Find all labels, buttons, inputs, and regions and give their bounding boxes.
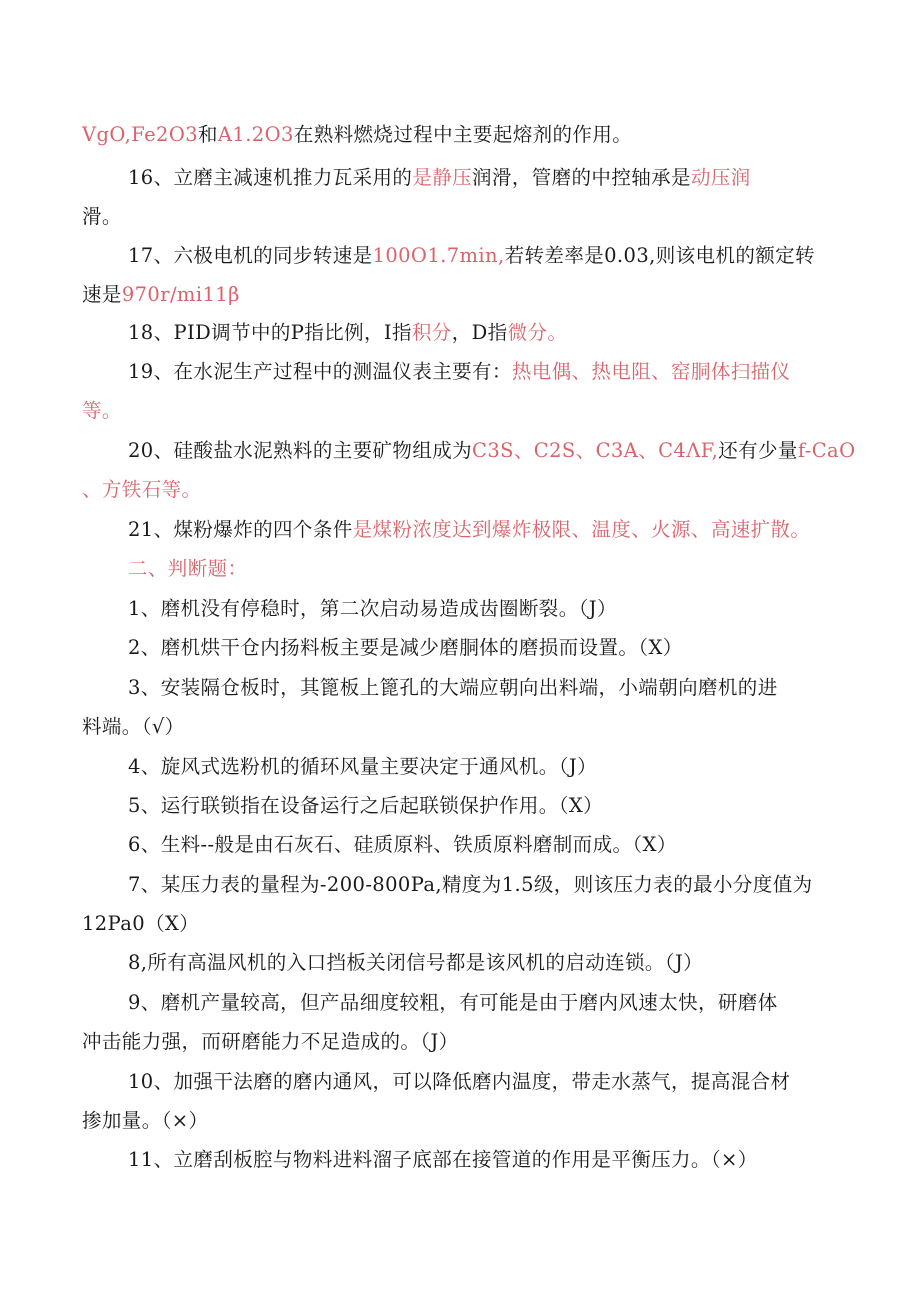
text-line	[82, 910, 199, 938]
text-line	[128, 871, 813, 899]
body-text: 和	[198, 123, 218, 146]
text-line	[128, 949, 703, 977]
answer-text: 微分。	[507, 321, 568, 344]
text-line	[128, 989, 778, 1017]
section-heading	[128, 555, 247, 583]
text-line	[82, 476, 201, 504]
text-line	[128, 516, 810, 544]
text-line	[128, 319, 567, 347]
body-text: 2、磨机烘干仓内扬料板主要是减少磨胴体的磨损而设置。（X）	[128, 636, 683, 659]
text-line	[128, 164, 751, 192]
answer-text: VgO,Fe2O3	[82, 123, 199, 146]
text-line	[82, 203, 122, 231]
body-text: 17、六极电机的同步转速是	[128, 244, 373, 267]
body-text: 还有少量	[718, 439, 798, 462]
text-line	[128, 753, 597, 781]
body-text: 速是	[82, 283, 122, 306]
text-line	[128, 242, 815, 270]
text-line	[82, 1028, 459, 1056]
body-text: 润滑，管磨的中控轴承是	[472, 166, 691, 189]
text-line	[128, 792, 603, 820]
body-text: 21、煤粉爆炸的四个条件	[128, 518, 353, 541]
text-line	[128, 358, 790, 386]
answer-text: 是煤粉浓度达到爆炸极限、温度、火源、高速扩散。	[352, 518, 811, 541]
answer-text: 等。	[82, 399, 122, 422]
body-text: 8,所有高温风机的入口挡板关闭信号都是该风机的启动连锁。（J）	[128, 951, 704, 974]
body-text: 16、立磨主减速机推力瓦采用的	[128, 166, 413, 189]
text-line	[128, 634, 683, 662]
body-text: 7、某压力表的量程为-200-800Pa,精度为1.5级，则该压力表的最小分度值为	[128, 873, 813, 896]
answer-text: f-CaO	[797, 439, 856, 462]
text-line	[82, 713, 185, 741]
body-text: 若转差率是0.03,则该电机的额定转	[504, 244, 815, 267]
text-line	[128, 831, 677, 859]
text-line	[82, 397, 122, 425]
answer-text: 热电偶、热电阻、窑胴体扫描仪	[511, 360, 791, 383]
answer-text: 动压润	[690, 166, 751, 189]
answer-text: 二、判断题：	[128, 557, 248, 580]
answer-text: 、方铁石等。	[82, 478, 202, 501]
text-line	[128, 595, 617, 623]
text-line	[128, 437, 855, 465]
text-line	[82, 121, 632, 149]
text-line	[128, 674, 778, 702]
answer-text: 积分	[411, 321, 452, 344]
body-text: 滑。	[82, 205, 122, 228]
body-text: 10、加强干法磨的磨内通风，可以降低磨内温度，带走水蒸气，提高混合材	[128, 1070, 791, 1093]
body-text: 4、旋风式选粉机的循环风量主要决定于通风机。（J）	[128, 755, 597, 778]
body-text: 掺加量。（×）	[82, 1109, 209, 1132]
body-text: 3、安装隔仓板时，其篦板上篦孔的大端应朝向出料端，小端朝向磨机的进	[128, 676, 778, 699]
body-text: 料端。（√）	[82, 715, 185, 738]
answer-text: C3S、C2S、C3A、C4ΛF,	[472, 439, 719, 462]
answer-text: β	[228, 283, 240, 306]
body-text: 19、在水泥生产过程中的测温仪表主要有：	[128, 360, 512, 383]
body-text: ，D指	[451, 321, 508, 344]
answer-text: 100O1.7min,	[372, 244, 505, 267]
body-text: 1、磨机没有停稳时，第二次启动易造成齿圈断裂。（J）	[128, 597, 617, 620]
answer-text: 970r∕mi11	[121, 283, 229, 306]
body-text: 18、PID调节中的P指比例，I指	[128, 321, 412, 344]
text-line	[82, 281, 240, 309]
answer-text: 是静压	[412, 166, 473, 189]
body-text: 11、立磨刮板腔与物料进料溜子底部在接管道的作用是平衡压力。（×）	[128, 1148, 758, 1171]
text-line	[82, 1107, 208, 1135]
body-text: 20、硅酸盐水泥熟料的主要矿物组成为	[128, 439, 473, 462]
body-text: 5、运行联锁指在设备运行之后起联锁保护作用。（X）	[128, 794, 604, 817]
body-text: 12Pa0（X）	[82, 912, 200, 935]
text-line	[128, 1068, 790, 1096]
body-text: 冲击能力强，而研磨能力不足造成的。（J）	[82, 1030, 459, 1053]
body-text: 在熟料燃烧过程中主要起熔剂的作用。	[293, 123, 633, 146]
answer-text: A1.2O3	[217, 123, 294, 146]
text-line	[128, 1146, 758, 1174]
body-text: 9、磨机产量较高，但产品细度较粗，有可能是由于磨内风速太快，研磨体	[128, 991, 778, 1014]
body-text: 6、生料--般是由石灰石、硅质原料、铁质原料磨制而成。（X）	[128, 833, 677, 856]
